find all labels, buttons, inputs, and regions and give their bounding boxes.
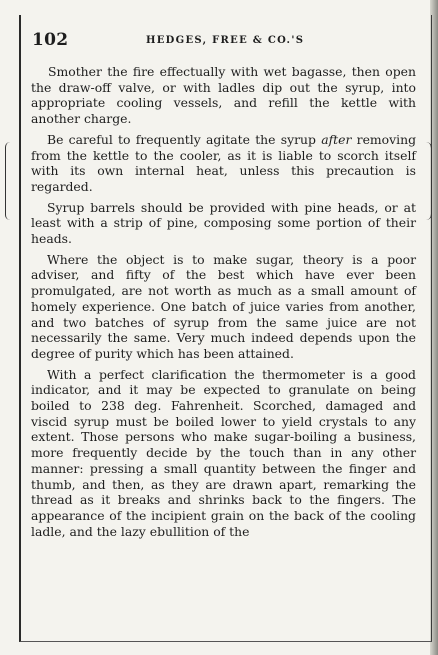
paragraph-2: Be careful to frequently agitate the syrup after removing from the kettle to the cooler, as it is liable to scorch itself with its own internal heat, unless this precaution is regarded. <box>31 131 416 194</box>
paragraph-1: Smother the fire effectually with wet bagasse, then open the draw-off valve, or with ladles dip out the syrup, into appropriate cooling vessels, and refill the kettle with another charge. <box>31 64 416 127</box>
right-margin-bracket <box>421 142 432 220</box>
paragraph-5: With a perfect clarification the thermometer is a good indicator, and it may be expected to granulate on being boiled to 238 deg. Fahrenheit. Scorched, damaged and viscid syrup must be boiled lower to yield crystals to any extent. Those persons who make sugar-boiling a business, more frequently decide by the touch than in any other manner: pressing a small quantity between the finger and thumb, and then, as they are drawn apart, remarking the thread as it breaks and shrinks back to the fingers. The appearance of the incipient grain on the back of the cooling ladle, and the lazy ebullition of the <box>31 366 416 539</box>
paragraph-4: Where the object is to make sugar, theory is a poor adviser, and fifty of the best which have ever been promulgated, are not worth as much as a small amount of homely experience. One batch of juice varies from another, and two batches of syrup from the same juice are not necessarily the same. Very much indeed depends upon the degree of purity which has been attained. <box>31 251 416 361</box>
paragraph-3: Syrup barrels should be provided with pine heads, or at least with a strip of pine, composing some portion of their heads. <box>31 199 416 247</box>
body-text <box>31 64 416 544</box>
running-head: HEDGES, FREE & CO.'S <box>146 35 305 46</box>
emphasis-after: after <box>321 131 352 147</box>
page-header <box>32 30 416 54</box>
left-margin-bracket <box>5 142 15 220</box>
page-number: 102 <box>32 30 69 50</box>
